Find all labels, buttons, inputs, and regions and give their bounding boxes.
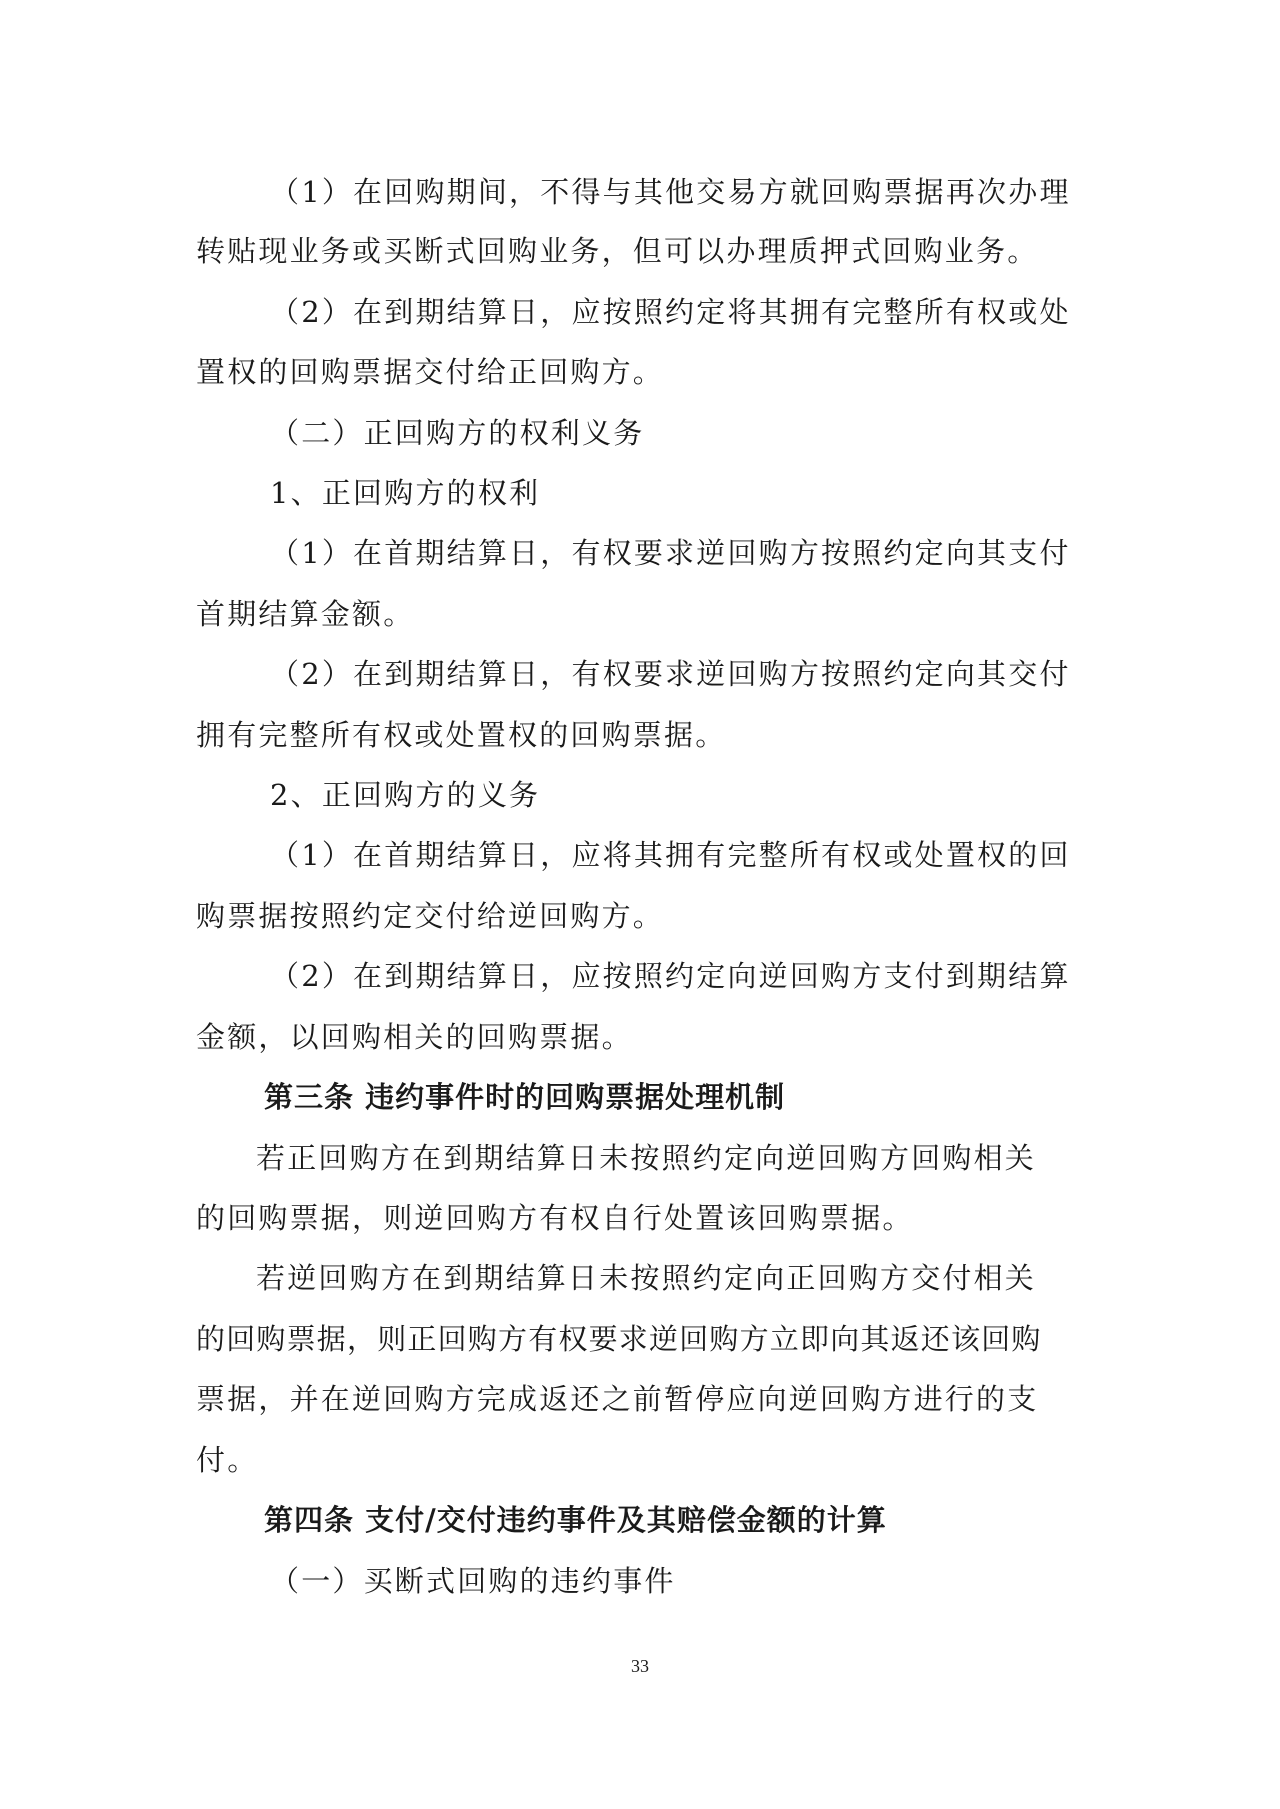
paragraph-line: （1）在回购期间，不得与其他交易方就回购票据再次办理: [270, 175, 1071, 209]
paragraph-line: （2）在到期结算日，有权要求逆回购方按照约定向其交付: [270, 657, 1071, 691]
section-subheading: （二）正回购方的权利义务: [270, 416, 645, 450]
paragraph-line: 转贴现业务或买断式回购业务，但可以办理质押式回购业务。: [196, 234, 1039, 268]
paragraph-line: 若正回购方在到期结算日未按照约定向逆回购方回购相关: [256, 1141, 1037, 1175]
paragraph-line: （1）在首期结算日，有权要求逆回购方按照约定向其支付: [270, 536, 1071, 570]
paragraph-line: 拥有完整所有权或处置权的回购票据。: [196, 718, 727, 752]
paragraph-line: （1）在首期结算日，应将其拥有完整所有权或处置权的回: [270, 838, 1071, 872]
paragraph-line: 付。: [196, 1443, 259, 1477]
paragraph-line: 金额，以回购相关的回购票据。: [196, 1020, 633, 1054]
paragraph-line: （2）在到期结算日，应按照约定将其拥有完整所有权或处: [270, 295, 1071, 329]
article-heading: 第三条 违约事件时的回购票据处理机制: [264, 1080, 786, 1114]
section-subheading: 1、正回购方的权利: [270, 476, 541, 510]
paragraph-line: 的回购票据，则逆回购方有权自行处置该回购票据。: [196, 1201, 914, 1235]
article-heading: 第四条 支付/交付违约事件及其赔偿金额的计算: [264, 1503, 887, 1537]
paragraph-line: （2）在到期结算日，应按照约定向逆回购方支付到期结算: [270, 959, 1071, 993]
section-subheading: （一）买断式回购的违约事件: [270, 1564, 676, 1598]
paragraph-line: 若逆回购方在到期结算日未按照约定向正回购方交付相关: [256, 1261, 1037, 1295]
paragraph-line: 购票据按照约定交付给逆回购方。: [196, 899, 665, 933]
paragraph-line: 的回购票据，则正回购方有权要求逆回购方立即向其返还该回购: [196, 1322, 1042, 1356]
paragraph-line: 首期结算金额。: [196, 597, 415, 631]
section-subheading: 2、正回购方的义务: [270, 778, 541, 812]
page-number: 33: [631, 1656, 649, 1676]
paragraph-line: 票据，并在逆回购方完成返还之前暂停应向逆回购方进行的支: [196, 1382, 1039, 1416]
paragraph-line: 置权的回购票据交付给正回购方。: [196, 355, 665, 389]
